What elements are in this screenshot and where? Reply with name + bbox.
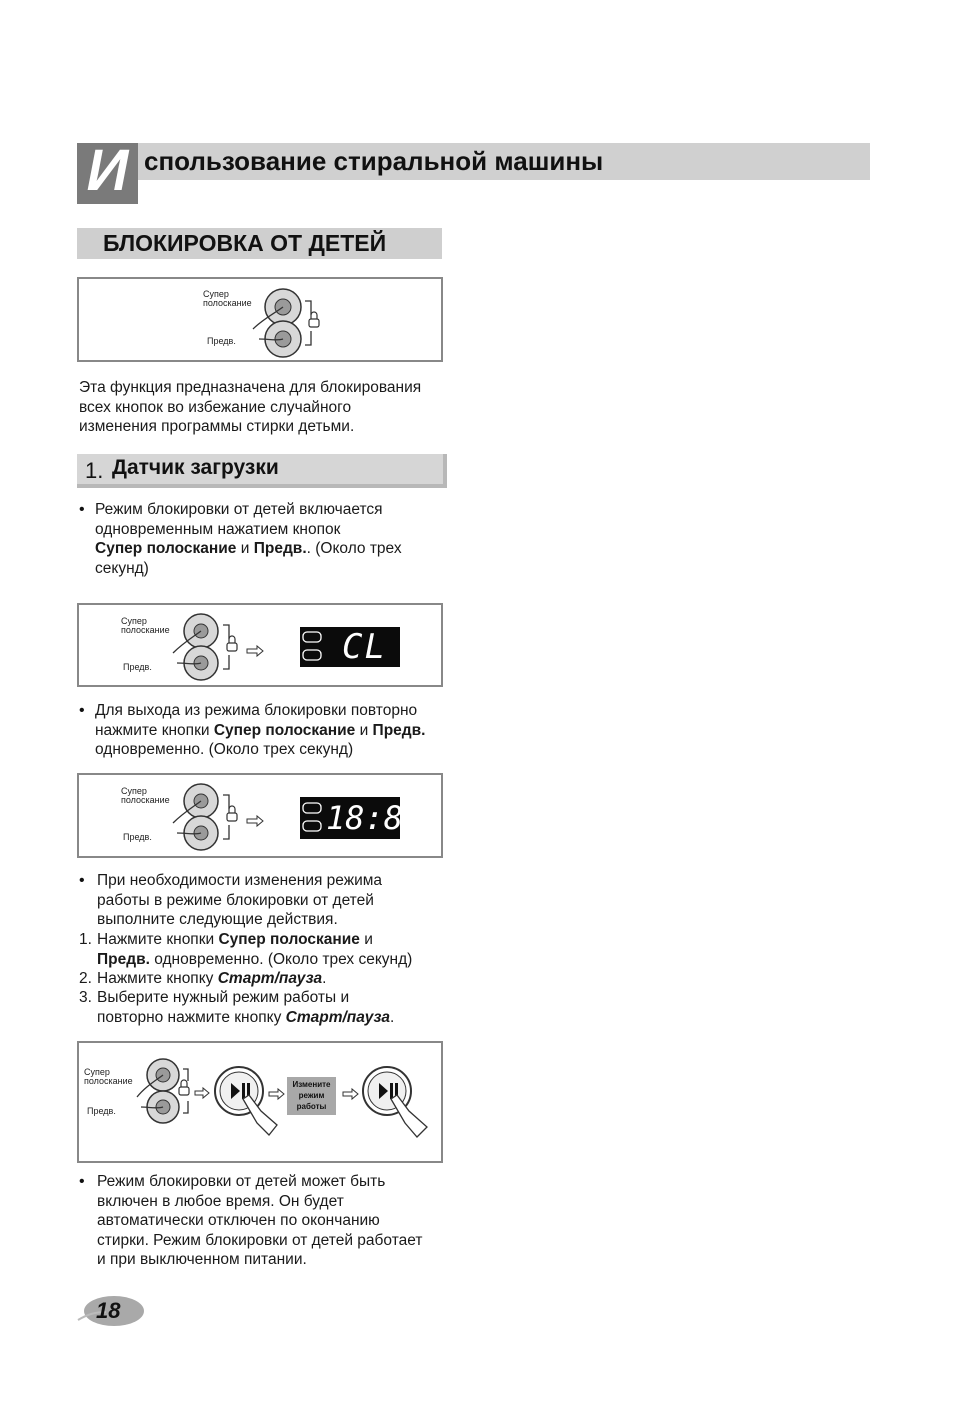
- label-rinse: полоскание: [121, 795, 170, 805]
- text-line: включен в любое время. Он будет: [97, 1192, 344, 1210]
- subsection-title: Датчик загрузки: [112, 456, 279, 479]
- step-3-number: 3.: [79, 989, 92, 1006]
- bullet3-text: [97, 871, 382, 930]
- bold-term: Супер полоскание: [213, 721, 356, 739]
- bold-term: Предв.: [372, 721, 426, 739]
- text-line: [97, 1008, 394, 1028]
- bold-term: Предв.: [253, 540, 307, 557]
- figure-change-mode: [77, 1041, 443, 1163]
- start-pause-press-icon: [211, 1065, 285, 1155]
- display-panel: [300, 797, 423, 839]
- text-line: Для выхода из режима блокировки повторно: [95, 702, 418, 719]
- text-line: [95, 539, 402, 559]
- step-3-text: [97, 988, 394, 1027]
- text-span: и: [355, 721, 373, 739]
- text-line: [97, 930, 412, 950]
- text-line: работы: [296, 1102, 327, 1111]
- status-icons: [302, 801, 324, 835]
- intro-line: всех кнопок во избежание случайного: [79, 398, 352, 416]
- figure-buttons: [77, 277, 443, 362]
- page-title: спользование стиральной машины: [144, 146, 604, 176]
- text-line: Режим блокировки от детей включается: [95, 501, 383, 518]
- text-span: .: [322, 970, 327, 987]
- text-line: [95, 721, 425, 741]
- text-line: выполните следующие действия.: [97, 911, 338, 928]
- text-span: Нажмите кнопку: [97, 970, 218, 987]
- display-readout: CL: [342, 627, 387, 667]
- step-2-text: [97, 969, 326, 989]
- bullet-icon: •: [79, 702, 85, 719]
- arrow-right-icon: [267, 1087, 287, 1101]
- bullet-icon: •: [79, 1173, 85, 1190]
- display-panel: [300, 627, 400, 667]
- bullet-icon: •: [79, 872, 85, 889]
- text-line: одновременно. (Около трех секунд): [95, 741, 354, 758]
- text-line: Измените: [292, 1080, 331, 1089]
- text-line: Режим блокировки от детей может быть: [97, 1173, 386, 1190]
- text-line: работы в режиме блокировки от детей: [97, 891, 374, 909]
- bold-term: Супер полоскание: [218, 931, 360, 948]
- label-pre: Предв.: [123, 662, 152, 672]
- display-readout: 18:88: [326, 799, 423, 837]
- text-span: .: [390, 1008, 395, 1026]
- step-1-number: 1.: [79, 931, 92, 948]
- text-span: повторно нажмите кнопку: [97, 1008, 286, 1026]
- text-line: автоматически отключен по окончанию: [97, 1212, 380, 1229]
- label-rinse: полоскание: [84, 1076, 133, 1086]
- label-super: Супер: [203, 289, 229, 299]
- figure-lock-off: [77, 773, 443, 858]
- page-number: 18: [96, 1298, 121, 1323]
- label-rinse: полоскание: [203, 298, 252, 308]
- text-line: одновременным нажатием кнопок: [95, 520, 341, 538]
- subsection-number: 1.: [85, 458, 104, 483]
- arrow-right-icon: [341, 1087, 361, 1101]
- bullet-icon: •: [79, 501, 85, 518]
- change-mode-box: [287, 1077, 336, 1115]
- step-2-number: 2.: [79, 970, 92, 987]
- text-line: и при выключенном питании.: [97, 1251, 307, 1268]
- header-initial-letter: И: [86, 138, 129, 203]
- bullet1-text: [95, 500, 402, 578]
- buttons-press-icon: [159, 779, 269, 855]
- buttons-press-icon: [123, 1057, 215, 1129]
- text-line: [97, 950, 412, 970]
- figure-lock-on: [77, 603, 443, 687]
- text-span: и: [359, 931, 373, 948]
- text-line: режим: [298, 1091, 325, 1100]
- label-rinse: полоскание: [121, 625, 170, 635]
- text-line: Выберите нужный режим работы и: [97, 989, 350, 1006]
- start-pause-press-icon: [359, 1065, 443, 1161]
- intro-text: [79, 378, 421, 437]
- text-line: стирки. Режим блокировки от детей работает: [97, 1231, 423, 1249]
- label-super: Супер: [121, 616, 147, 626]
- label-super: Супер: [84, 1067, 110, 1077]
- bullet2-text: [95, 701, 425, 760]
- buttons-press-icon: [159, 609, 269, 685]
- label-super: Супер: [121, 786, 147, 796]
- text-span: и: [236, 540, 254, 557]
- label-pre: Предв.: [123, 832, 152, 842]
- bullet4-text: [97, 1172, 422, 1270]
- section-title: БЛОКИРОВКА ОТ ДЕТЕЙ: [103, 230, 387, 256]
- text-line: При необходимости изменения режима: [97, 872, 383, 889]
- bold-term: Предв.: [97, 950, 150, 968]
- text-span: одновременно. (Около трех секунд): [149, 950, 413, 968]
- label-pre: Предв.: [87, 1106, 116, 1116]
- buttons-press-icon: [239, 283, 339, 361]
- label-pre: Предв.: [207, 336, 236, 346]
- status-icons: [302, 630, 324, 664]
- text-span: нажмите кнопки: [95, 721, 214, 739]
- text-span: Нажмите кнопки: [97, 931, 219, 948]
- intro-line: Эта функция предназначена для блокирования: [79, 379, 422, 396]
- text-span: . (Около трех: [306, 540, 402, 557]
- text-line: секунд): [95, 559, 149, 577]
- bold-term: Супер полоскание: [95, 540, 237, 557]
- step-1-text: [97, 930, 412, 969]
- bold-italic-term: Старт/пауза: [285, 1008, 391, 1026]
- intro-line: изменения программы стирки детьми.: [79, 418, 355, 435]
- bold-italic-term: Старт/пауза: [217, 970, 323, 987]
